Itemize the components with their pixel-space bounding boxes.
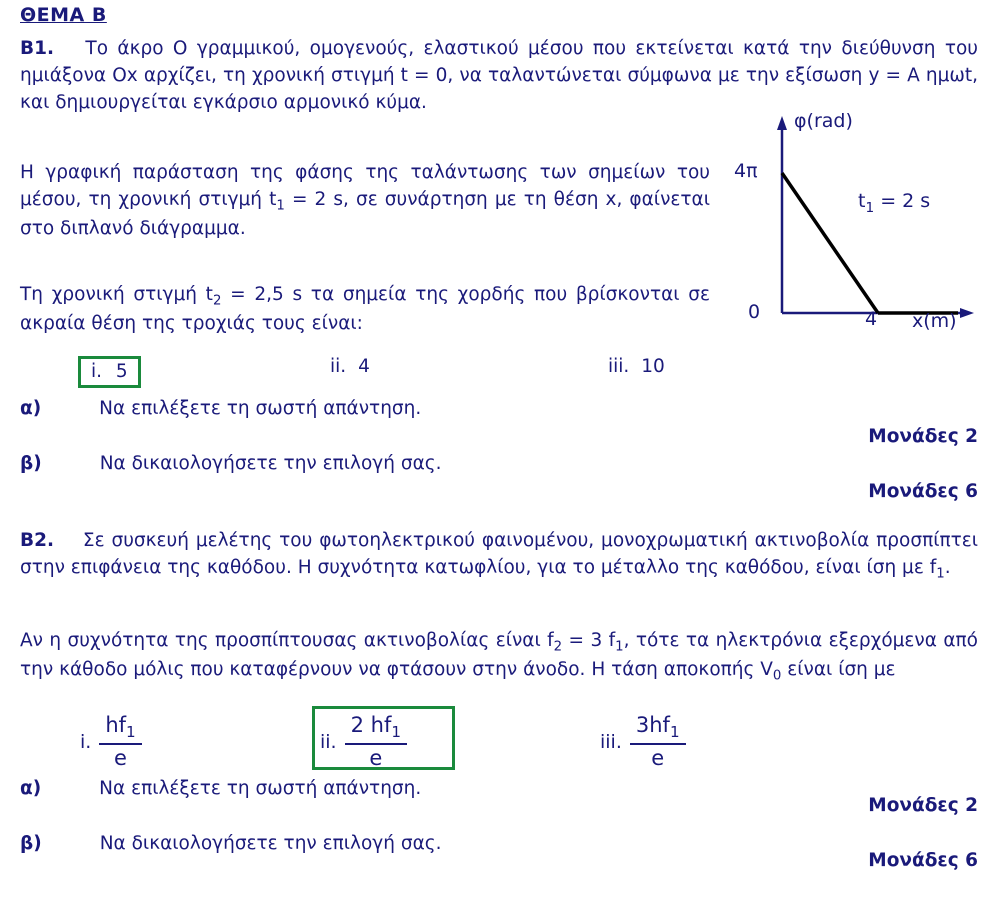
b2-paragraph-2 — [20, 628, 978, 686]
b2-choice-ii-marker: ii. — [320, 730, 337, 753]
b2-paragraph-1-sub: 1 — [936, 566, 945, 582]
b1-question-a-text: Να επιλέξετε τη σωστή απάντηση. — [99, 398, 422, 419]
b2-choice-i[interactable] — [80, 714, 142, 769]
b2-question-b-marker: β) — [20, 833, 42, 854]
b2-choice-ii-fraction — [345, 714, 407, 769]
b2-choice-ii-denominator: e — [369, 746, 383, 771]
b2-points-a: Μονάδες 2 — [868, 795, 978, 816]
b2-paragraph-2-text-b: = 3 f — [562, 630, 616, 651]
b2-label: Β2. — [20, 530, 55, 551]
b1-points-a: Μονάδες 2 — [868, 426, 978, 447]
b1-paragraph-1-text: Το άκρο Ο γραμμικού, ομογενούς, ελαστικού μέσου που εκτείνεται κατά την διεύθυνση του ημιάξονα Οx αρχίζει, τη χρονική στιγμή t = 0, να ταλαντώνεται σύμφωνα με την εξίσωση y = Α ημωt, και δημιουργείται εγκάρσιο αρμονικό κύμα. — [20, 38, 978, 113]
diagram-y-axis-label: φ(rad) — [794, 110, 853, 132]
b1-label: Β1. — [20, 38, 55, 59]
b1-choice-ii-value: 4 — [358, 356, 370, 377]
b2-choice-iii[interactable] — [600, 714, 686, 769]
b2-paragraph-2-sub-1: 2 — [553, 639, 563, 655]
b2-choice-iii-numerator — [630, 714, 686, 745]
b2-paragraph-1 — [20, 528, 978, 584]
b1-choice-i-value: 5 — [115, 361, 128, 382]
b1-points-b: Μονάδες 6 — [868, 481, 978, 502]
b1-paragraph-2 — [20, 160, 710, 243]
b2-choice-iii-marker: iii. — [600, 730, 622, 753]
diagram-x-axis-label: x(m) — [912, 310, 957, 332]
b2-choice-iii-numerator-text: 3hf — [635, 713, 670, 737]
section-title: ΘΕΜΑ Β — [20, 4, 107, 26]
b1-question-b-text: Να δικαιολογήσετε την επιλογή σας. — [99, 453, 442, 474]
b1-paragraph-2-sub: 1 — [276, 198, 285, 214]
b2-choice-i-numerator — [99, 714, 141, 745]
b2-choice-iii-denominator: e — [651, 746, 665, 771]
b1-paragraph-2-text-a: Η γραφική παράσταση της φάσης της ταλάντωσης των σημείων του μέσου, τη χρονική στιγμή t — [20, 162, 710, 210]
phase-diagram — [730, 108, 990, 358]
b1-choice-iii-value: 10 — [641, 356, 665, 377]
b1-choice-iii-marker: iii. — [608, 356, 630, 377]
b2-choice-iii-fraction — [630, 714, 686, 769]
diagram-curve-label — [858, 190, 930, 216]
b1-choice-ii[interactable] — [330, 356, 370, 377]
b1-paragraph-1 — [20, 36, 978, 116]
b2-paragraph-1-text-b: . — [944, 556, 951, 578]
b2-choice-i-numerator-sub: 1 — [126, 723, 136, 742]
b1-choice-iii[interactable] — [608, 356, 665, 377]
b1-question-a-marker: α) — [20, 398, 42, 419]
b2-paragraph-2-text-c: , τότε τα ηλεκτρόνια εξερχόμενα από την κάθοδο μόλις που καταφέρνουν να φτάσουν στην άνοδο. Η τάση αποκοπής V — [20, 630, 978, 680]
b2-choice-ii-numerator — [345, 714, 407, 745]
diagram-curve-label-a: t — [858, 190, 866, 212]
b1-choice-i-marker: i. — [91, 361, 103, 382]
diagram-curve-label-sub: 1 — [865, 199, 875, 216]
b1-choices — [20, 348, 720, 388]
diagram-x-tick-label: 4 — [865, 308, 878, 330]
b2-question-a-text: Να επιλέξετε τη σωστή απάντηση. — [99, 778, 422, 799]
diagram-origin-label: 0 — [748, 301, 761, 323]
diagram-y-tick-label: 4π — [734, 160, 758, 182]
diagram-curve-label-b: = 2 s — [874, 190, 931, 212]
b2-question-a-marker: α) — [20, 778, 42, 799]
b1-paragraph-3-sub: 2 — [212, 293, 222, 309]
b2-choice-ii-numerator-sub: 1 — [391, 723, 401, 742]
b2-choice-i-denominator: e — [114, 746, 127, 771]
b2-paragraph-2-sub-3: 0 — [772, 668, 782, 684]
b2-question-a — [20, 778, 421, 799]
b2-paragraph-1-text-a: Σε συσκευή μελέτης του φωτοηλεκτρικού φαινομένου, μονοχρωματική ακτινοβολία προσπίπτει στην επιφάνεια της καθόδου. Η συχνότητα κατωφλίου, για το μέταλλο της καθόδου, είναι ίση με f — [20, 530, 979, 578]
b1-question-b — [20, 453, 442, 474]
b2-choice-ii-numerator-text: 2 hf — [350, 713, 392, 737]
b2-choice-i-fraction — [99, 714, 141, 769]
b1-question-b-marker: β) — [20, 453, 42, 474]
b1-paragraph-2-text-b: = 2 s, σε συνάρτηση με τη θέση x, φαίνεται στο διπλανό διάγραμμα. — [20, 188, 710, 239]
b1-paragraph-3-text-a: Τη χρονική στιγμή t — [20, 284, 213, 305]
b2-choices — [20, 708, 740, 780]
b2-question-b-text: Να δικαιολογήσετε την επιλογή σας. — [99, 833, 442, 854]
b2-paragraph-2-text-a: Αν η συχνότητα της προσπίπτουσας ακτινοβολίας είναι f — [20, 630, 554, 651]
b1-choice-i[interactable] — [78, 356, 141, 388]
b1-paragraph-3 — [20, 282, 710, 338]
b1-choice-ii-marker: ii. — [330, 356, 347, 377]
b1-question-a — [20, 398, 421, 419]
b2-points-b: Μονάδες 6 — [868, 850, 978, 871]
b2-choice-i-marker: i. — [80, 730, 92, 753]
b2-choice-iii-numerator-sub: 1 — [669, 723, 680, 742]
b2-question-b — [20, 833, 442, 854]
b2-paragraph-2-sub-2: 1 — [615, 639, 624, 655]
b2-choice-ii[interactable] — [320, 714, 407, 769]
b2-choice-i-numerator-text: hf — [105, 713, 127, 737]
b2-paragraph-2-text-d: είναι ίση με — [781, 658, 896, 680]
b1-paragraph-3-text-b: = 2,5 s τα σημεία της χορδής που βρίσκονται σε ακραία θέση της τροχιάς τους είναι: — [20, 284, 710, 334]
